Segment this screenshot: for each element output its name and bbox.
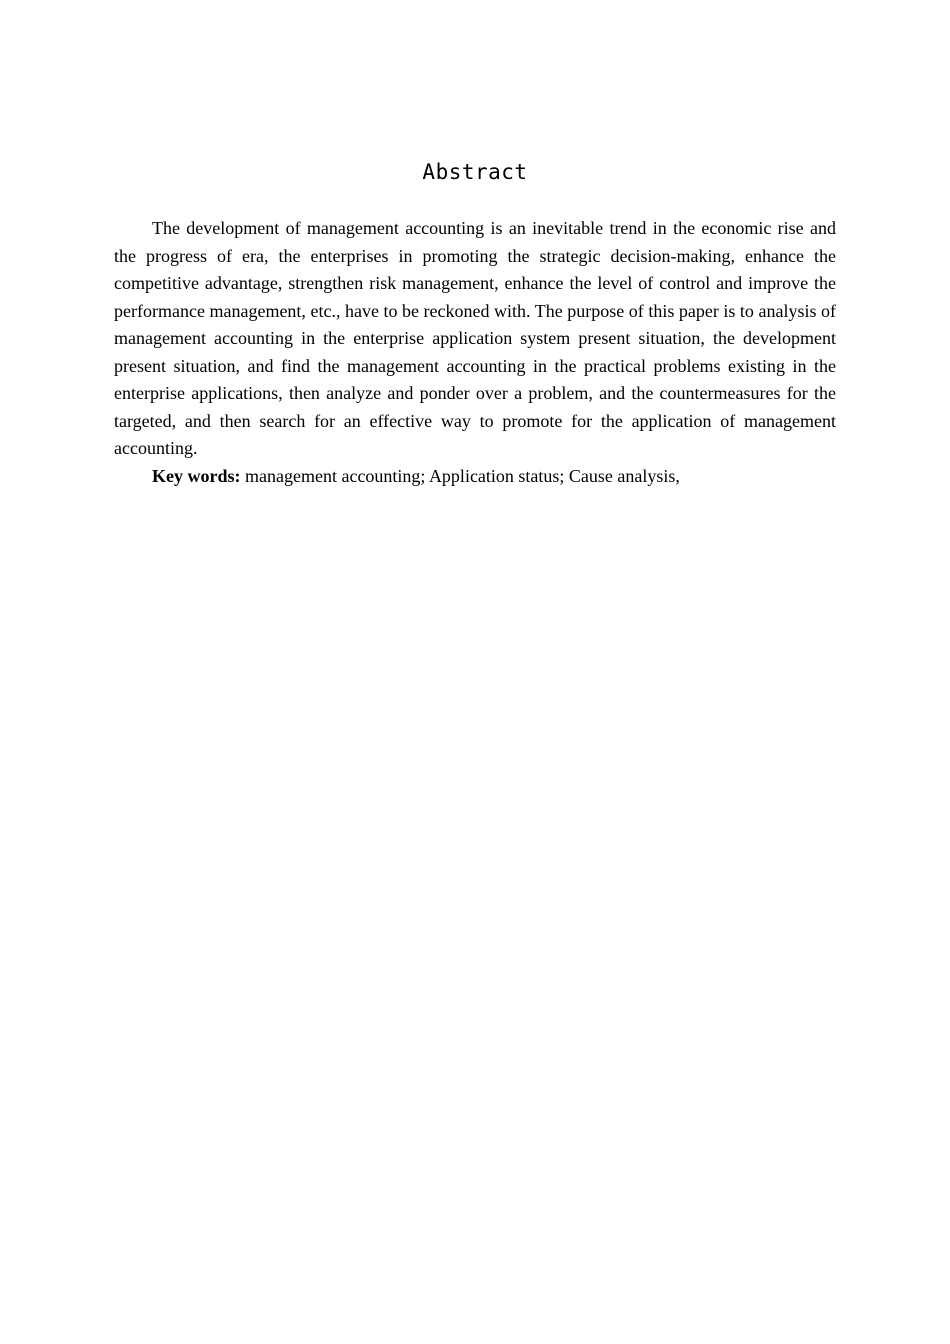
- keywords-text: management accounting; Application status; Cause analysis,: [240, 465, 680, 486]
- keywords-label: Key words:: [152, 465, 241, 486]
- abstract-body: [114, 215, 836, 490]
- keywords-line: [114, 463, 836, 491]
- abstract-paragraph: The development of management accounting is an inevitable trend in the economic rise and the progress of era, the enterprises in promoting the strategic decision-making, enhance the competitive advantage, strengthen risk management, enhance the level of control and improve the performance management, etc., have to be reckoned with. The purpose of this paper is to analysis of management accounting in the enterprise application system present situation, the development present situation, and find the management accounting in the practical problems existing in the enterprise applications, then analyze and ponder over a problem, and the countermeasures for the targeted, and then search for an effective way to promote for the application of management accounting.: [114, 218, 836, 458]
- abstract-title: Abstract: [422, 160, 528, 184]
